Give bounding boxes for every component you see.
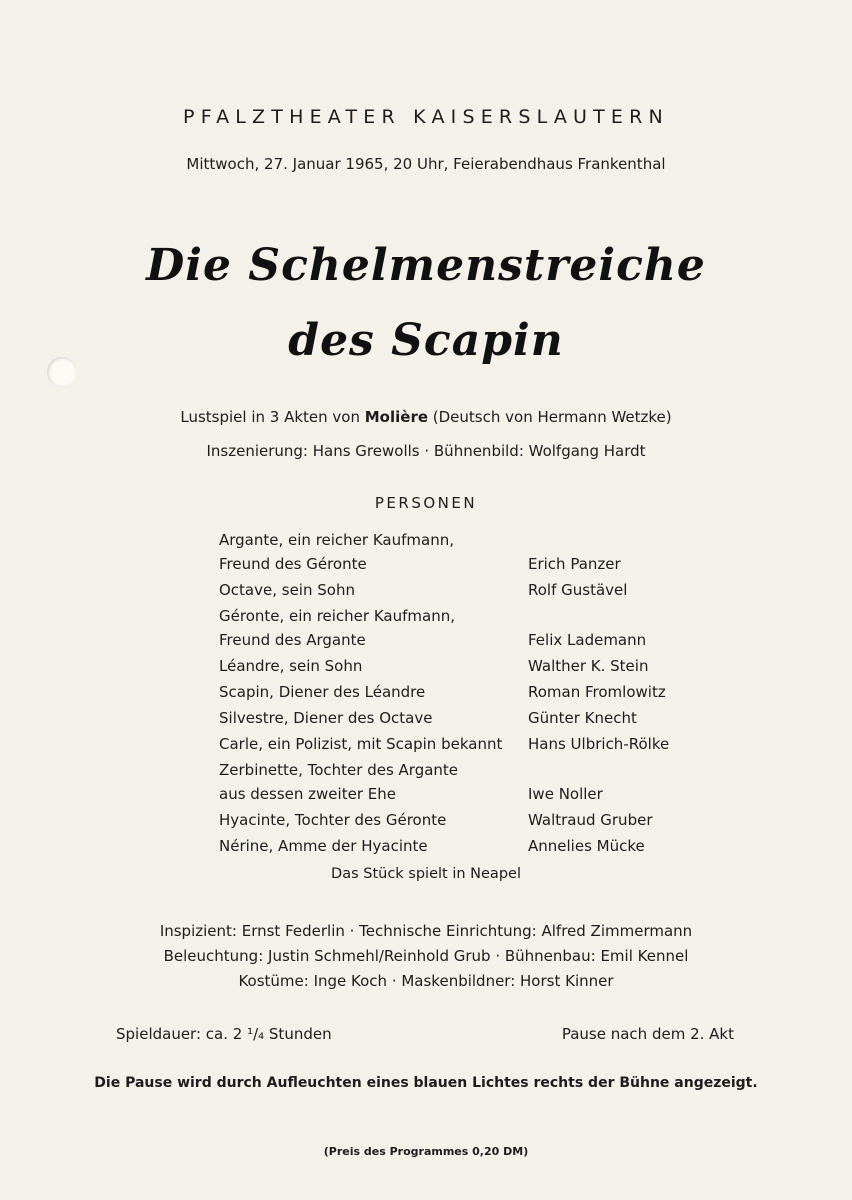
cast-role	[219, 680, 528, 704]
setting-note: Das Stück spielt in Neapel	[331, 866, 521, 882]
cast-role-line: Léandre, sein Sohn	[219, 657, 363, 675]
cast-role-line: Argante, ein reicher Kaufmann,	[219, 531, 454, 549]
cast-role-line: Géronte, ein reicher Kaufmann,	[219, 607, 455, 625]
cast-role-line: Nérine, Amme der Hyacinte	[219, 837, 428, 855]
cast-role-line: Silvestre, Diener des Octave	[219, 709, 433, 727]
cast-actor: Erich Panzer	[528, 555, 621, 573]
subtitle-post: (Deutsch von Hermann Wetzke)	[428, 408, 672, 426]
pause-notice: Die Pause wird durch Aufleuchten eines blauen Lichtes rechts der Bühne angezeigt.	[94, 1075, 758, 1091]
date-line: Mittwoch, 27. Januar 1965, 20 Uhr, Feierabendhaus Frankenthal	[186, 155, 666, 173]
duration: Spieldauer: ca. 2 ¹/₄ Stunden	[116, 1025, 332, 1043]
cast-role-line: Carle, ein Polizist, mit Scapin bekannt	[219, 735, 503, 753]
cast-actor: Günter Knecht	[528, 709, 637, 727]
program-price: (Preis des Programmes 0,20 DM)	[323, 1145, 529, 1158]
cast-actor: Waltraud Gruber	[528, 811, 653, 829]
cast-role	[219, 706, 528, 730]
cast-row	[219, 834, 689, 858]
cast-role-line: Freund des Géronte	[219, 555, 367, 573]
cast-role-line: Octave, sein Sohn	[219, 581, 355, 599]
crew-line-3: Kostüme: Inge Koch · Maskenbildner: Horst Kinner	[238, 972, 614, 990]
cast-actor: Rolf Gustävel	[528, 581, 628, 599]
cast-role-line: Freund des Argante	[219, 631, 366, 649]
cast-actor: Iwe Noller	[528, 785, 603, 803]
cast-role	[219, 732, 528, 756]
cast-role	[219, 834, 528, 858]
cast-row	[219, 578, 689, 602]
production-credits: Inszenierung: Hans Grewolls · Bühnenbild: Wolfgang Hardt	[206, 442, 646, 460]
subtitle-pre: Lustspiel in 3 Akten von	[180, 408, 365, 426]
pause-info: Pause nach dem 2. Akt	[561, 1025, 734, 1043]
cast-list	[219, 528, 689, 860]
cast-actor: Roman Fromlowitz	[528, 683, 666, 701]
cast-role	[219, 604, 528, 652]
cast-role-line: aus dessen zweiter Ehe	[219, 785, 396, 803]
cast-role-line: Hyacinte, Tochter des Géronte	[219, 811, 447, 829]
cast-row	[219, 732, 689, 756]
crew-line-2: Beleuchtung: Justin Schmehl/Reinhold Grub · Bühnenbau: Emil Kennel	[163, 947, 689, 965]
theater-name: PFALZTHEATER KAISERSLAUTERN	[183, 106, 669, 128]
play-subtitle	[0, 408, 852, 426]
cast-row	[219, 808, 689, 832]
crew-line-1: Inspizient: Ernst Federlin · Technische Einrichtung: Alfred Zimmermann	[159, 922, 693, 940]
cast-role-line: Scapin, Diener des Léandre	[219, 683, 426, 701]
cast-role	[219, 578, 528, 602]
cast-row	[219, 604, 689, 652]
cast-actor: Annelies Mücke	[528, 837, 645, 855]
cast-row	[219, 706, 689, 730]
cast-heading: PERSONEN	[374, 494, 478, 512]
cast-role-line: Zerbinette, Tochter des Argante	[219, 761, 459, 779]
cast-role	[219, 808, 528, 832]
cast-actor: Felix Lademann	[528, 631, 647, 649]
cast-role	[219, 758, 528, 806]
cast-row	[219, 654, 689, 678]
cast-row	[219, 680, 689, 704]
cast-actor: Hans Ulbrich-Rölke	[528, 735, 670, 753]
cast-role	[219, 528, 528, 576]
play-title-line1: Die Schelmenstreiche	[146, 240, 706, 291]
author-name: Molière	[364, 408, 429, 426]
cast-row	[219, 758, 689, 806]
play-title-line2: des Scapin	[288, 315, 564, 366]
cast-actor: Walther K. Stein	[528, 657, 649, 675]
cast-row	[219, 528, 689, 576]
cast-role	[219, 654, 528, 678]
